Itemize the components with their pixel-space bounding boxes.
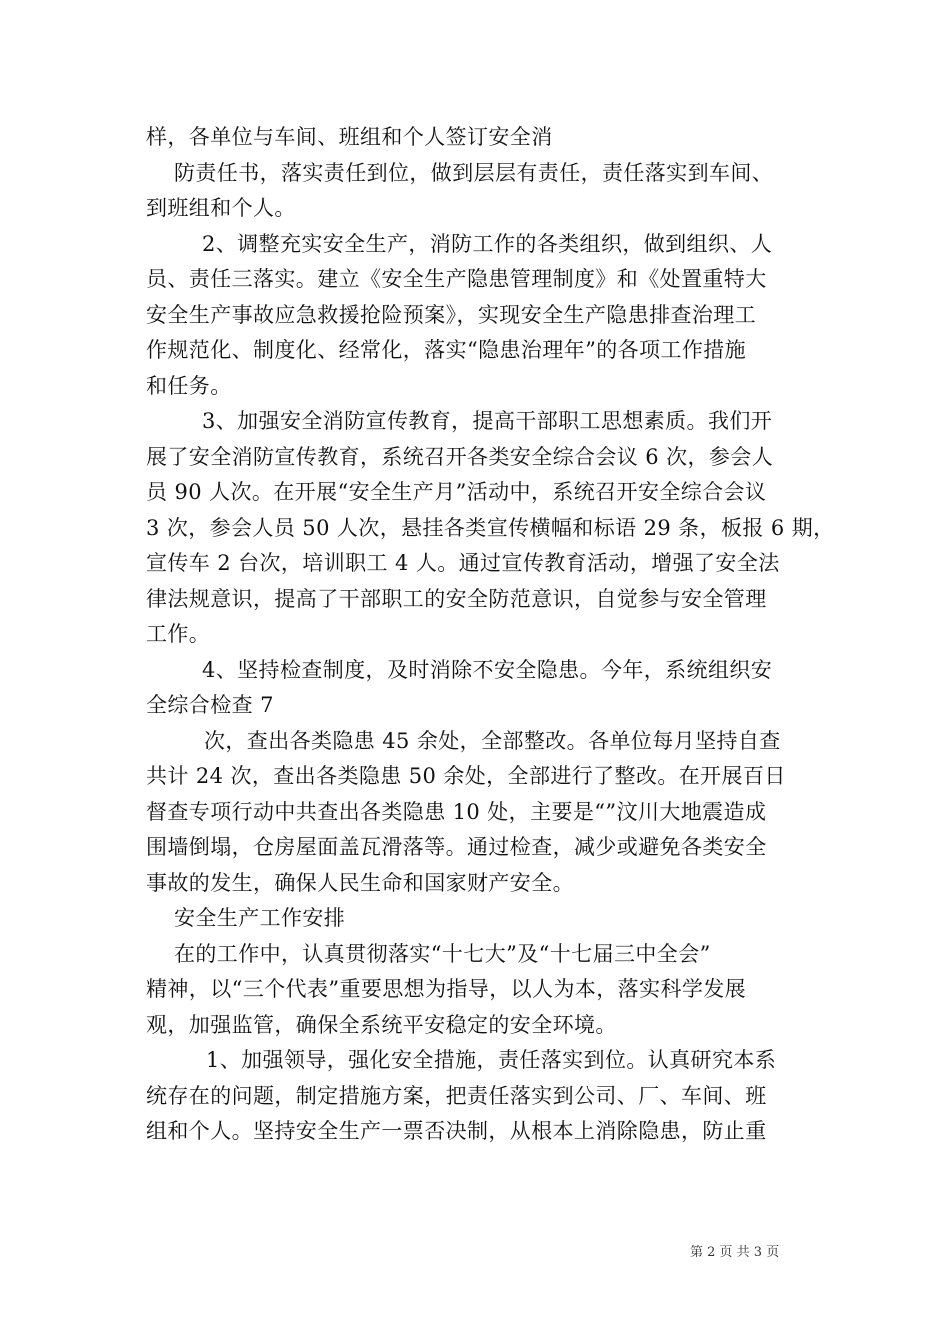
text-line: 防责任书，落实责任到位，做到层层有责任，责任落实到车间、	[174, 160, 774, 185]
text-line: 律法规意识，提高了干部职工的安全防范意识，自觉参与安全管理	[146, 586, 767, 611]
text-line: 工作。	[146, 622, 211, 646]
text-line: 全综合检查 7	[146, 693, 274, 717]
text-line: 观，加强监管，确保全系统平安稳定的安全环境。	[146, 1012, 617, 1037]
text-line: 展了安全消防宣传教育，系统召开各类安全综合会议 6 次，参会人	[146, 444, 774, 469]
text-line: 次，查出各类隐患 45 余处，全部整改。各单位每月坚持自查	[204, 728, 781, 753]
text-line: 和任务。	[146, 373, 232, 398]
text-line: 在的工作中，认真贯彻落实“十七大”及“十七届三中全会”	[174, 941, 711, 966]
text-line: 精神，以“三个代表”重要思想为指导，以人为本，落实科学发展	[146, 977, 747, 1001]
text-line: 到班组和个人。	[146, 196, 296, 220]
text-line: 围墙倒塌，仓房屋面盖瓦滑落等。通过检查，减少或避免各类安全	[146, 835, 767, 859]
text-line: 1、加强领导，强化安全措施，责任落实到位。认真研究本系	[206, 1048, 777, 1072]
text-line: 统存在的问题，制定措施方案，把责任落实到公司、厂、车间、班	[146, 1083, 767, 1108]
text-line: 安全生产事故应急救援抢险预案》，实现安全生产隐患排查治理工	[146, 302, 757, 327]
section-heading: 安全生产工作安排	[174, 906, 346, 930]
text-line: 3、加强安全消防宣传教育，提高干部职工思想素质。我们开	[202, 409, 773, 433]
text-line: 4、坚持检查制度，及时消除不安全隐患。今年，系统组织安	[202, 657, 773, 682]
text-line: 2、调整充实安全生产，消防工作的各类组织，做到组织、人	[202, 231, 773, 256]
text-line: 员 90 人次。在开展“安全生产月”活动中，系统召开安全综合会议	[146, 480, 767, 504]
text-line: 督查专项行动中共查出各类隐患 10 处，主要是“”汶川大地震造成	[146, 799, 767, 824]
text-line: 样，各单位与车间、班组和个人签订安全消	[146, 125, 553, 149]
document-body	[146, 120, 835, 1150]
page-number-footer: 第 2 页 共 3 页	[690, 1245, 780, 1260]
text-line: 3 次，参会人员 50 人次，悬挂各类宣传横幅和标语 29 条，板报 6 期，	[146, 515, 835, 540]
text-line: 组和个人。坚持安全生产一票否决制，从根本上消除隐患，防止重	[146, 1119, 767, 1143]
text-line: 作规范化、制度化、经常化，落实“隐患治理年”的各项工作措施	[146, 338, 747, 362]
text-line: 共计 24 次，查出各类隐患 50 余处，全部进行了整改。在开展百日	[146, 764, 786, 788]
text-line: 事故的发生，确保人民生命和国家财产安全。	[146, 870, 574, 895]
text-line: 宣传车 2 台次，培训职工 4 人。通过宣传教育活动，增强了安全法	[146, 551, 780, 575]
text-line: 员、责任三落实。建立《安全生产隐患管理制度》和《处置重特大	[146, 267, 767, 291]
